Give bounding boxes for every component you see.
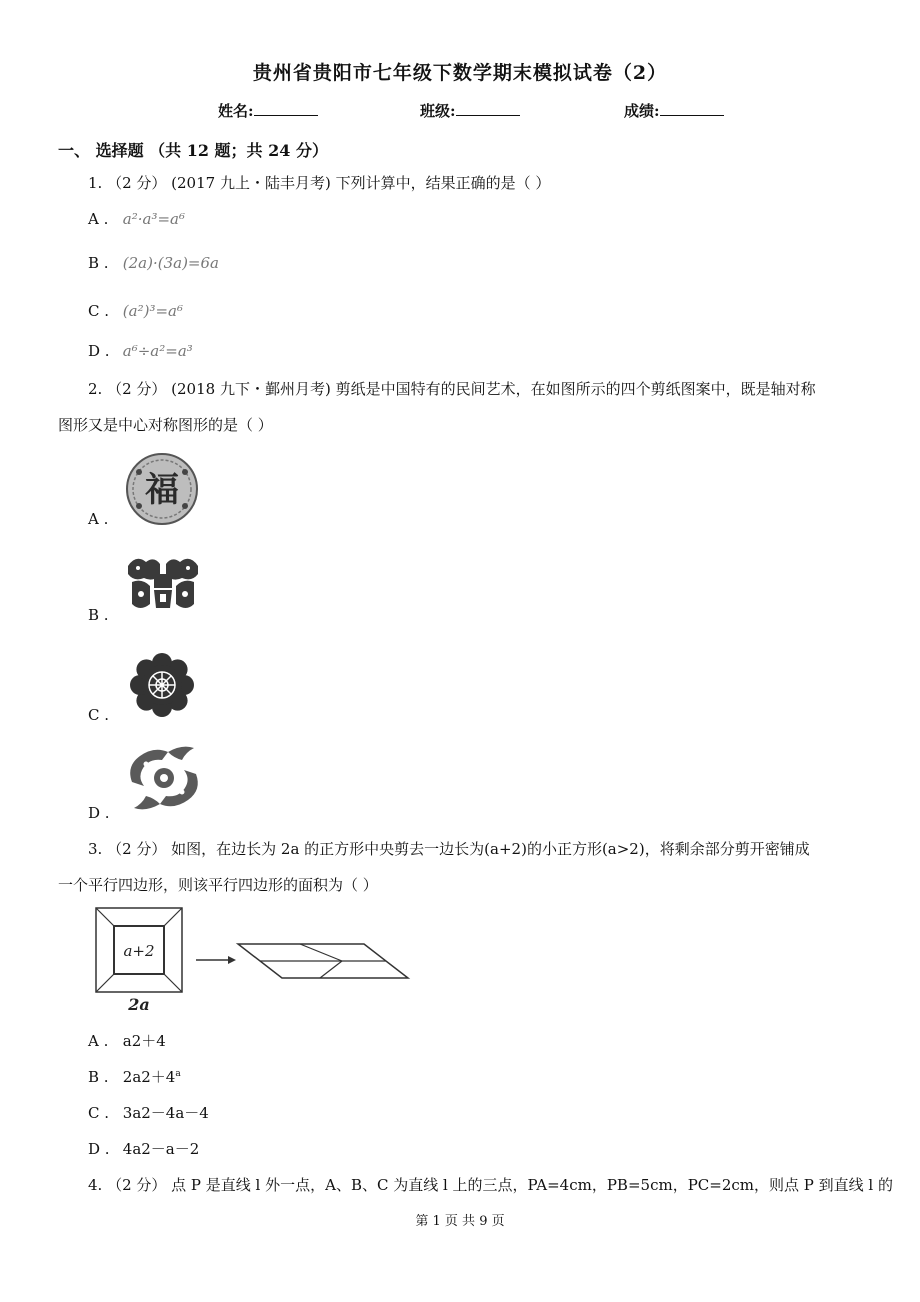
fu-character: 福 [145,470,179,510]
question-3-line-1: 3. （2 分） 如图，在边长为 2a 的正方形中央剪去一边长为(a+2)的小正方形(a>2)，将剩余部分剪开密铺成 [88,840,810,858]
name-field [218,100,318,121]
q1-option-d[interactable] [88,342,193,360]
q3-option-a-text: a2＋4 [122,1032,166,1050]
option-label: D . [88,1140,110,1158]
inner-square-label: a+2 [123,942,155,960]
q3-option-b-text: 2a2＋4 [122,1068,176,1086]
papercut-dragon-image [124,552,202,620]
option-label: A . [88,510,109,528]
q3-option-c[interactable] [88,1102,209,1123]
class-field [420,100,520,121]
option-label: A . [88,210,109,228]
option-label: D . [88,342,110,360]
name-blank[interactable] [254,101,318,116]
score-field [624,100,724,121]
option-label: C . [88,302,110,320]
q3-figure [90,904,420,1018]
q1-option-a-formula: a²·a³=a⁶ [122,210,185,228]
q3-option-d-text: 4a2－a－2 [122,1140,200,1158]
q1-option-b-formula: (2a)·(3a)=6a [122,254,219,272]
score-blank[interactable] [660,101,724,116]
q3-option-b-sup: a [175,1069,181,1079]
score-label: 成绩: [624,102,660,120]
option-label: D . [88,804,110,822]
option-label: C . [88,706,110,724]
q1-option-c[interactable] [88,302,183,320]
section-title: 一、 选择题 （共 12 题；共 24 分） [58,141,328,160]
papercut-fish-image [124,742,204,818]
option-label: B . [88,1068,109,1086]
q3-option-b[interactable] [88,1066,181,1087]
q1-option-d-formula: a⁶÷a²=a³ [122,342,193,360]
name-label: 姓名: [218,102,254,120]
papercut-flower-image [124,652,200,722]
q2-option-a[interactable] [88,510,108,528]
q2-option-c[interactable] [88,706,109,724]
q1-option-c-formula: (a²)³=a⁶ [122,302,183,320]
question-3-line-2: 一个平行四边形，则该平行四边形的面积为（ ） [58,876,378,894]
question-2-line-2: 图形又是中心对称图形的是（ ） [58,416,273,434]
question-1-stem: 1. （2 分） (2017 九上・陆丰月考) 下列计算中，结果正确的是（ ） [88,174,551,192]
q3-option-c-text: 3a2－4a－4 [122,1104,209,1122]
class-blank[interactable] [456,101,520,116]
papercut-fu-image [124,452,200,530]
q3-option-a[interactable] [88,1030,166,1051]
outer-square-label: 2a [128,995,150,1014]
question-2-line-1: 2. （2 分） (2018 九下・鄞州月考) 剪纸是中国特有的民间艺术，在如图所示的四个剪纸图案中，既是轴对称 [88,380,816,398]
q1-option-b[interactable] [88,254,219,272]
option-label: B . [88,254,109,272]
option-label: B . [88,606,109,624]
q2-option-d[interactable] [88,804,110,822]
option-label: C . [88,1104,110,1122]
class-label: 班级: [420,102,456,120]
q1-option-a[interactable] [88,210,185,228]
q2-option-b[interactable] [88,606,109,624]
question-4-line-1: 4. （2 分） 点 P 是直线 l 外一点，A、B、C 为直线 l 上的三点，PA=4cm，PB=5cm，PC=2cm，则点 P 到直线 l 的 [88,1176,893,1194]
page-title: 贵州省贵阳市七年级下数学期末模拟试卷（2） [252,62,668,84]
page-footer: 第 1 页 共 9 页 [415,1214,505,1229]
q3-option-d[interactable] [88,1138,199,1159]
option-label: A . [88,1032,109,1050]
